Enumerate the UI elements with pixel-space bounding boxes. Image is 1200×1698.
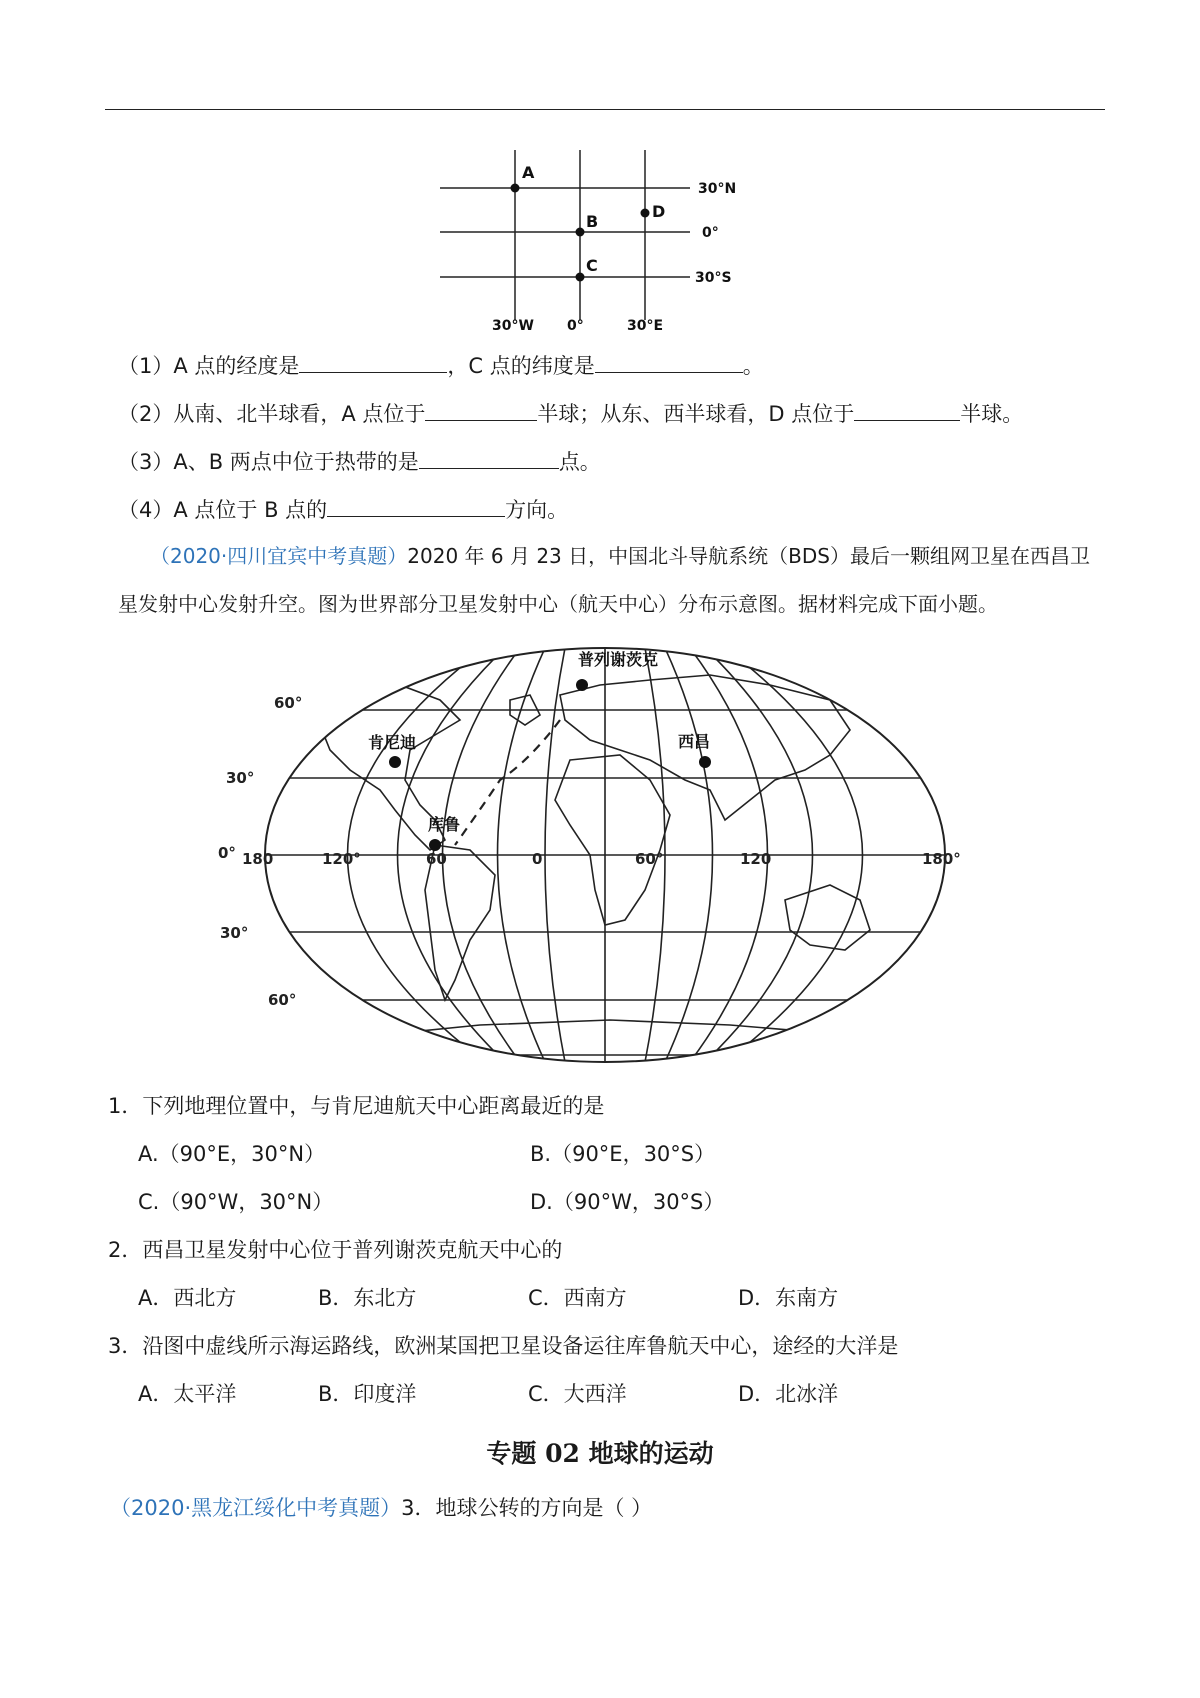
xichang-label: 西昌: [678, 732, 711, 751]
q1-blank-2[interactable]: [595, 350, 743, 373]
kourou-label: 库鲁: [428, 815, 461, 834]
last-question-line: [110, 1494, 652, 1522]
mcq-1-option-a[interactable]: A.（90°E，30°N）: [138, 1142, 326, 1166]
point-c-marker: [576, 273, 585, 282]
point-b-label: B: [586, 212, 599, 231]
mcq-3-option-d[interactable]: D．北冰洋: [738, 1382, 839, 1406]
plesetsk-marker: [576, 679, 588, 691]
map-lat-label-60s: 60°: [268, 991, 297, 1009]
lon-label-30e: 30°E: [627, 318, 664, 334]
africa-outline: [555, 755, 670, 925]
intro-source: （2020·四川宜宾中考真题）: [150, 544, 408, 568]
point-b-marker: [576, 228, 585, 237]
q2-text-end: 半球。: [960, 402, 1024, 426]
intro-text-1: 2020 年 6 月 23 日，中国北斗导航系统（BDS）最后一颗组网卫星在西昌卫: [407, 544, 1090, 568]
map-lon-label-60w: 60: [426, 850, 447, 868]
question-4-line: [118, 494, 568, 524]
lon-label-0: 0°: [567, 318, 584, 334]
mcq-1-option-d[interactable]: D.（90°W，30°S）: [530, 1190, 725, 1214]
q4-blank[interactable]: [327, 494, 505, 517]
mcq-2-stem: 2．西昌卫星发射中心位于普列谢茨克航天中心的: [108, 1238, 563, 1262]
map-lat-label-30n: 30°: [226, 769, 255, 787]
kennedy-marker: [389, 756, 401, 768]
header-rule: [105, 109, 1105, 110]
map-lat-label-30s: 30°: [220, 924, 249, 942]
mcq-2-option-c[interactable]: C．西南方: [528, 1286, 627, 1310]
q1-text-pre: （1）A 点的经度是: [118, 354, 300, 378]
map-lon-label-120w: 120°: [322, 850, 361, 868]
world-launch-centers-map: [218, 640, 990, 1060]
kennedy-label: 肯尼迪: [368, 733, 417, 752]
question-3-line: [118, 446, 601, 476]
mcq-1-option-b[interactable]: B.（90°E，30°S）: [530, 1142, 716, 1166]
question-2-line: [118, 398, 1023, 428]
point-c-label: C: [586, 256, 598, 275]
mcq-3-option-b[interactable]: B．印度洋: [318, 1382, 417, 1406]
q3-blank[interactable]: [419, 446, 559, 469]
q4-text-end: 方向。: [505, 498, 569, 522]
plesetsk-label: 普列谢茨克: [578, 650, 659, 669]
mcq-3-option-c[interactable]: C．大西洋: [528, 1382, 627, 1406]
q3-text-pre: （3）A、B 两点中位于热带的是: [118, 450, 419, 474]
last-question-source: （2020·黑龙江绥化中考真题）: [110, 1496, 402, 1520]
intro-line-1: [150, 542, 1090, 570]
last-question-text: 3．地球公转的方向是（ ）: [401, 1496, 653, 1520]
q1-text-mid: ，C 点的纬度是: [447, 354, 595, 378]
mcq-2-option-d[interactable]: D．东南方: [738, 1286, 839, 1310]
q3-text-end: 点。: [558, 450, 601, 474]
map-lon-label-120e: 120: [740, 850, 772, 868]
point-d-label: D: [652, 202, 666, 221]
antarctica-outline: [380, 1020, 850, 1055]
q1-blank-1[interactable]: [299, 350, 447, 373]
q4-text-pre: （4）A 点位于 B 点的: [118, 498, 328, 522]
mcq-2-option-a[interactable]: A．西北方: [138, 1286, 237, 1310]
q2-text-pre: （2）从南、北半球看，A 点位于: [118, 402, 426, 426]
q2-blank-2[interactable]: [854, 398, 960, 421]
map-lon-label-0: 0: [532, 850, 543, 868]
section-title: 专题 02 地球的运动: [486, 1439, 714, 1468]
mcq-2-option-b[interactable]: B．东北方: [318, 1286, 417, 1310]
xichang-marker: [699, 756, 711, 768]
point-d-marker: [641, 209, 650, 218]
mcq-3-option-a[interactable]: A．太平洋: [138, 1382, 237, 1406]
question-1-line: [118, 350, 764, 380]
mcq-1-option-c[interactable]: C.（90°W，30°N）: [138, 1190, 334, 1214]
mcq-3-stem: 3．沿图中虚线所示海运路线，欧洲某国把卫星设备运往库鲁航天中心，途经的大洋是: [108, 1334, 899, 1358]
point-a-marker: [511, 184, 520, 193]
lat-label-30s: 30°S: [695, 270, 732, 286]
lon-label-30w: 30°W: [492, 318, 534, 334]
map-lat-label-60n: 60°: [274, 694, 303, 712]
mcq-1-stem: 1．下列地理位置中，与肯尼迪航天中心距离最近的是: [108, 1094, 605, 1118]
shipping-route-dashed: [455, 720, 560, 845]
point-a-label: A: [522, 163, 535, 182]
lat-lon-grid-diagram: [440, 145, 760, 335]
map-lon-label-60e: 60°: [635, 850, 664, 868]
lat-label-30n: 30°N: [698, 181, 737, 197]
map-lon-label-180w: 180: [242, 850, 274, 868]
lat-label-0: 0°: [702, 225, 719, 241]
map-lat-label-0: 0°: [218, 844, 236, 862]
map-lon-label-180e: 180°: [922, 850, 961, 868]
q2-text-mid: 半球；从东、西半球看，D 点位于: [537, 402, 855, 426]
q1-text-end: 。: [742, 354, 764, 378]
intro-line-2: [118, 590, 998, 618]
q2-blank-1[interactable]: [425, 398, 537, 421]
intro-text-2: 星发射中心发射升空。图为世界部分卫星发射中心（航天中心）分布示意图。据材料完成下面小题。: [118, 592, 998, 616]
